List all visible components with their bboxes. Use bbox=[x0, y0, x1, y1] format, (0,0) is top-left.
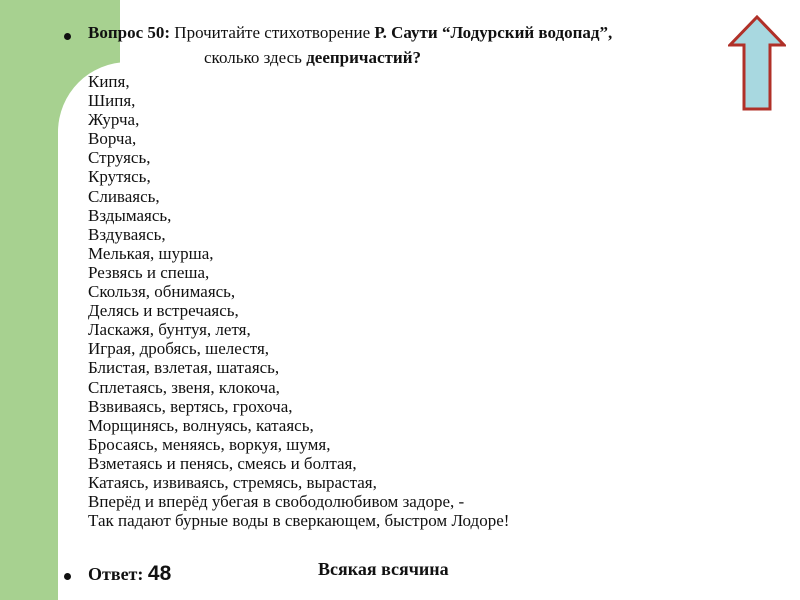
poem-line: Сплетаясь, звеня, клокоча, bbox=[88, 377, 280, 397]
bullet-answer bbox=[64, 573, 71, 580]
poem-line: Ворча, bbox=[88, 129, 137, 149]
poem-line: Играя, дробясь, шелестя, bbox=[88, 339, 270, 359]
answer-value: 48 bbox=[147, 562, 172, 585]
poem-line: Блистая, взлетая, шатаясь, bbox=[88, 358, 280, 378]
poem-line: Ласкажя, бунтуя, летя, bbox=[88, 320, 251, 340]
question-text-1: Прочитайте стихотворение bbox=[174, 23, 375, 42]
answer-label: Ответ: bbox=[88, 564, 144, 584]
poem-line: Журча, bbox=[88, 110, 140, 130]
question-keyword: деепричастий? bbox=[306, 48, 421, 67]
question-label: Вопрос 50: bbox=[88, 23, 171, 42]
poem-line: Катаясь, извиваясь, стремясь, вырастая, bbox=[88, 472, 377, 492]
question-author-title: Р. Саути “Лодурский водопад”, bbox=[374, 23, 613, 42]
poem-line: Вздуваясь, bbox=[88, 224, 166, 244]
poem-line: Взвиваясь, вертясь, грохоча, bbox=[88, 396, 293, 416]
bullet-question bbox=[64, 33, 71, 40]
up-arrow-button[interactable] bbox=[728, 15, 786, 111]
poem-line: Резвясь и спеша, bbox=[88, 262, 210, 282]
poem-line: Кипя, bbox=[88, 72, 130, 91]
poem-line: Вздымаясь, bbox=[88, 205, 172, 225]
poem-line: Струясь, bbox=[88, 148, 151, 168]
poem-line: Бросаясь, меняясь, воркуя, шумя, bbox=[88, 434, 331, 454]
answer bbox=[88, 562, 171, 586]
footer-title: Всякая всячина bbox=[318, 559, 449, 579]
up-arrow-icon bbox=[728, 15, 786, 111]
poem-line: Шипя, bbox=[88, 91, 136, 111]
question-line-2 bbox=[204, 48, 421, 68]
poem-line: Мелькая, шурша, bbox=[88, 243, 214, 263]
poem-line: Делясь и встречаясь, bbox=[88, 301, 239, 321]
poem-line: Сливаясь, bbox=[88, 186, 160, 206]
poem-line: Морщинясь, волнуясь, катаясь, bbox=[88, 415, 314, 435]
poem-line: Вперёд и вперёд убегая в свободолюбивом задоре, - bbox=[88, 492, 465, 512]
question-text-2: сколько здесь bbox=[204, 48, 307, 67]
poem-line: Крутясь, bbox=[88, 167, 151, 187]
poem-line: Взметаясь и пенясь, смеясь и болтая, bbox=[88, 453, 357, 473]
poem bbox=[88, 72, 509, 530]
poem-line: Так падают бурные воды в сверкающем, быстром Лодоре! bbox=[88, 511, 510, 531]
question-line-1 bbox=[88, 23, 612, 43]
poem-line: Скользя, обнимаясь, bbox=[88, 282, 236, 302]
